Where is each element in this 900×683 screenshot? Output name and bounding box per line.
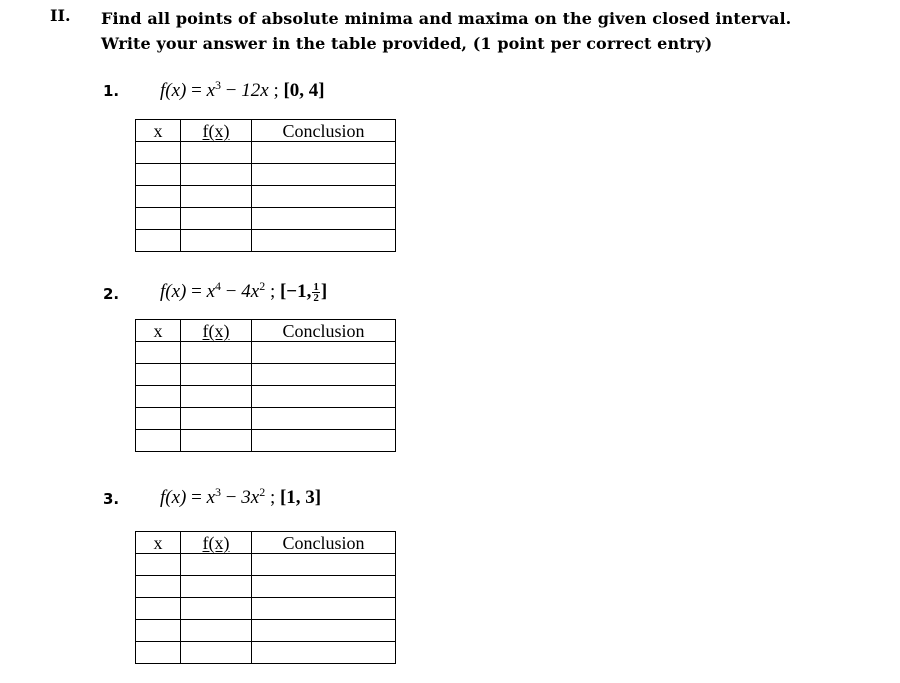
cell-fx[interactable]	[181, 620, 252, 642]
problem-3-answer-table	[135, 531, 396, 664]
cell-conclusion[interactable]	[252, 230, 396, 252]
section-number: II.	[50, 6, 71, 25]
interval-close: ]	[320, 281, 328, 302]
header-fx	[181, 120, 252, 142]
table-row	[136, 620, 396, 642]
exponent-1: 3	[215, 485, 222, 499]
cell-conclusion[interactable]	[252, 208, 396, 230]
table-row	[136, 642, 396, 664]
problem-1-function	[160, 80, 325, 102]
header-x: x	[136, 120, 181, 142]
cell-fx[interactable]	[181, 386, 252, 408]
function-name: f(x)	[160, 281, 187, 302]
cell-fx[interactable]	[181, 430, 252, 452]
table-header-row	[136, 120, 396, 142]
cell-x[interactable]	[136, 230, 181, 252]
cell-fx[interactable]	[181, 576, 252, 598]
table-row	[136, 408, 396, 430]
table-row	[136, 142, 396, 164]
cell-x[interactable]	[136, 554, 181, 576]
separator: ;	[265, 487, 280, 508]
cell-fx[interactable]	[181, 598, 252, 620]
separator: ;	[265, 281, 280, 302]
cell-x[interactable]	[136, 208, 181, 230]
table-row	[136, 164, 396, 186]
table-header-row	[136, 532, 396, 554]
term-2: 3x	[241, 487, 260, 508]
equals-sign: =	[186, 281, 207, 302]
cell-x[interactable]	[136, 576, 181, 598]
exponent-2: 2	[259, 485, 266, 499]
cell-x[interactable]	[136, 142, 181, 164]
problem-1-number: 1.	[103, 82, 120, 100]
header-x: x	[136, 320, 181, 342]
header-fx	[181, 532, 252, 554]
header-fx-label: f(x)	[202, 532, 230, 553]
exponent-1: 3	[215, 78, 222, 92]
instruction-line-2: Write your answer in the table provided, (1 point per correct entry)	[101, 34, 713, 53]
cell-x[interactable]	[136, 342, 181, 364]
cell-fx[interactable]	[181, 230, 252, 252]
cell-conclusion[interactable]	[252, 554, 396, 576]
table-row	[136, 230, 396, 252]
function-name: f(x)	[160, 487, 187, 508]
term-1: x	[206, 80, 216, 101]
operator: −	[221, 80, 242, 101]
cell-conclusion[interactable]	[252, 342, 396, 364]
cell-fx[interactable]	[181, 642, 252, 664]
term-1: x	[206, 281, 216, 302]
cell-fx[interactable]	[181, 208, 252, 230]
problem-2-number: 2.	[103, 285, 120, 303]
instructions	[101, 6, 791, 56]
table-row	[136, 342, 396, 364]
header-x: x	[136, 532, 181, 554]
cell-fx[interactable]	[181, 408, 252, 430]
cell-conclusion[interactable]	[252, 142, 396, 164]
table-row	[136, 208, 396, 230]
cell-conclusion[interactable]	[252, 430, 396, 452]
cell-fx[interactable]	[181, 364, 252, 386]
cell-conclusion[interactable]	[252, 408, 396, 430]
cell-x[interactable]	[136, 642, 181, 664]
table-row	[136, 598, 396, 620]
header-fx-label: f(x)	[202, 320, 230, 341]
cell-x[interactable]	[136, 408, 181, 430]
cell-conclusion[interactable]	[252, 642, 396, 664]
header-conclusion: Conclusion	[252, 320, 396, 342]
cell-conclusion[interactable]	[252, 164, 396, 186]
problem-3-function	[160, 487, 321, 509]
cell-x[interactable]	[136, 598, 181, 620]
table-row	[136, 554, 396, 576]
equals-sign: =	[186, 487, 207, 508]
function-name: f(x)	[160, 80, 187, 101]
problem-3-number: 3.	[103, 490, 120, 508]
exponent-1: 4	[215, 279, 222, 293]
table-header-row	[136, 320, 396, 342]
cell-conclusion[interactable]	[252, 364, 396, 386]
header-conclusion: Conclusion	[252, 120, 396, 142]
cell-x[interactable]	[136, 186, 181, 208]
exponent-2: 2	[259, 279, 266, 293]
fraction-denominator: 2	[313, 292, 319, 305]
table-row	[136, 364, 396, 386]
problem-2-function	[160, 281, 327, 303]
table-row	[136, 186, 396, 208]
cell-fx[interactable]	[181, 142, 252, 164]
cell-x[interactable]	[136, 364, 181, 386]
header-fx	[181, 320, 252, 342]
cell-x[interactable]	[136, 620, 181, 642]
table-row	[136, 576, 396, 598]
interval-open: [−1,	[279, 281, 312, 302]
cell-conclusion[interactable]	[252, 386, 396, 408]
cell-fx[interactable]	[181, 342, 252, 364]
header-conclusion: Conclusion	[252, 532, 396, 554]
instruction-line-1: Find all points of absolute minima and maxima on the given closed interval.	[101, 9, 792, 28]
term-1: x	[206, 487, 216, 508]
problem-2-answer-table	[135, 319, 396, 452]
cell-x[interactable]	[136, 430, 181, 452]
header-fx-label: f(x)	[202, 120, 230, 141]
operator: −	[221, 281, 242, 302]
interval: [0, 4]	[283, 80, 325, 101]
cell-x[interactable]	[136, 164, 181, 186]
cell-conclusion[interactable]	[252, 186, 396, 208]
term-2: 4x	[241, 281, 260, 302]
term-2: 12x	[241, 80, 269, 101]
separator: ;	[268, 80, 284, 101]
cell-fx[interactable]	[181, 554, 252, 576]
fraction-numerator: 1	[313, 281, 319, 294]
cell-conclusion[interactable]	[252, 576, 396, 598]
cell-fx[interactable]	[181, 164, 252, 186]
table-row	[136, 386, 396, 408]
table-row	[136, 430, 396, 452]
problem-1-answer-table	[135, 119, 396, 252]
cell-conclusion[interactable]	[252, 598, 396, 620]
interval: [1, 3]	[279, 487, 322, 508]
operator: −	[221, 487, 242, 508]
equals-sign: =	[186, 80, 207, 101]
cell-x[interactable]	[136, 386, 181, 408]
cell-fx[interactable]	[181, 186, 252, 208]
cell-conclusion[interactable]	[252, 620, 396, 642]
fraction	[312, 282, 320, 303]
